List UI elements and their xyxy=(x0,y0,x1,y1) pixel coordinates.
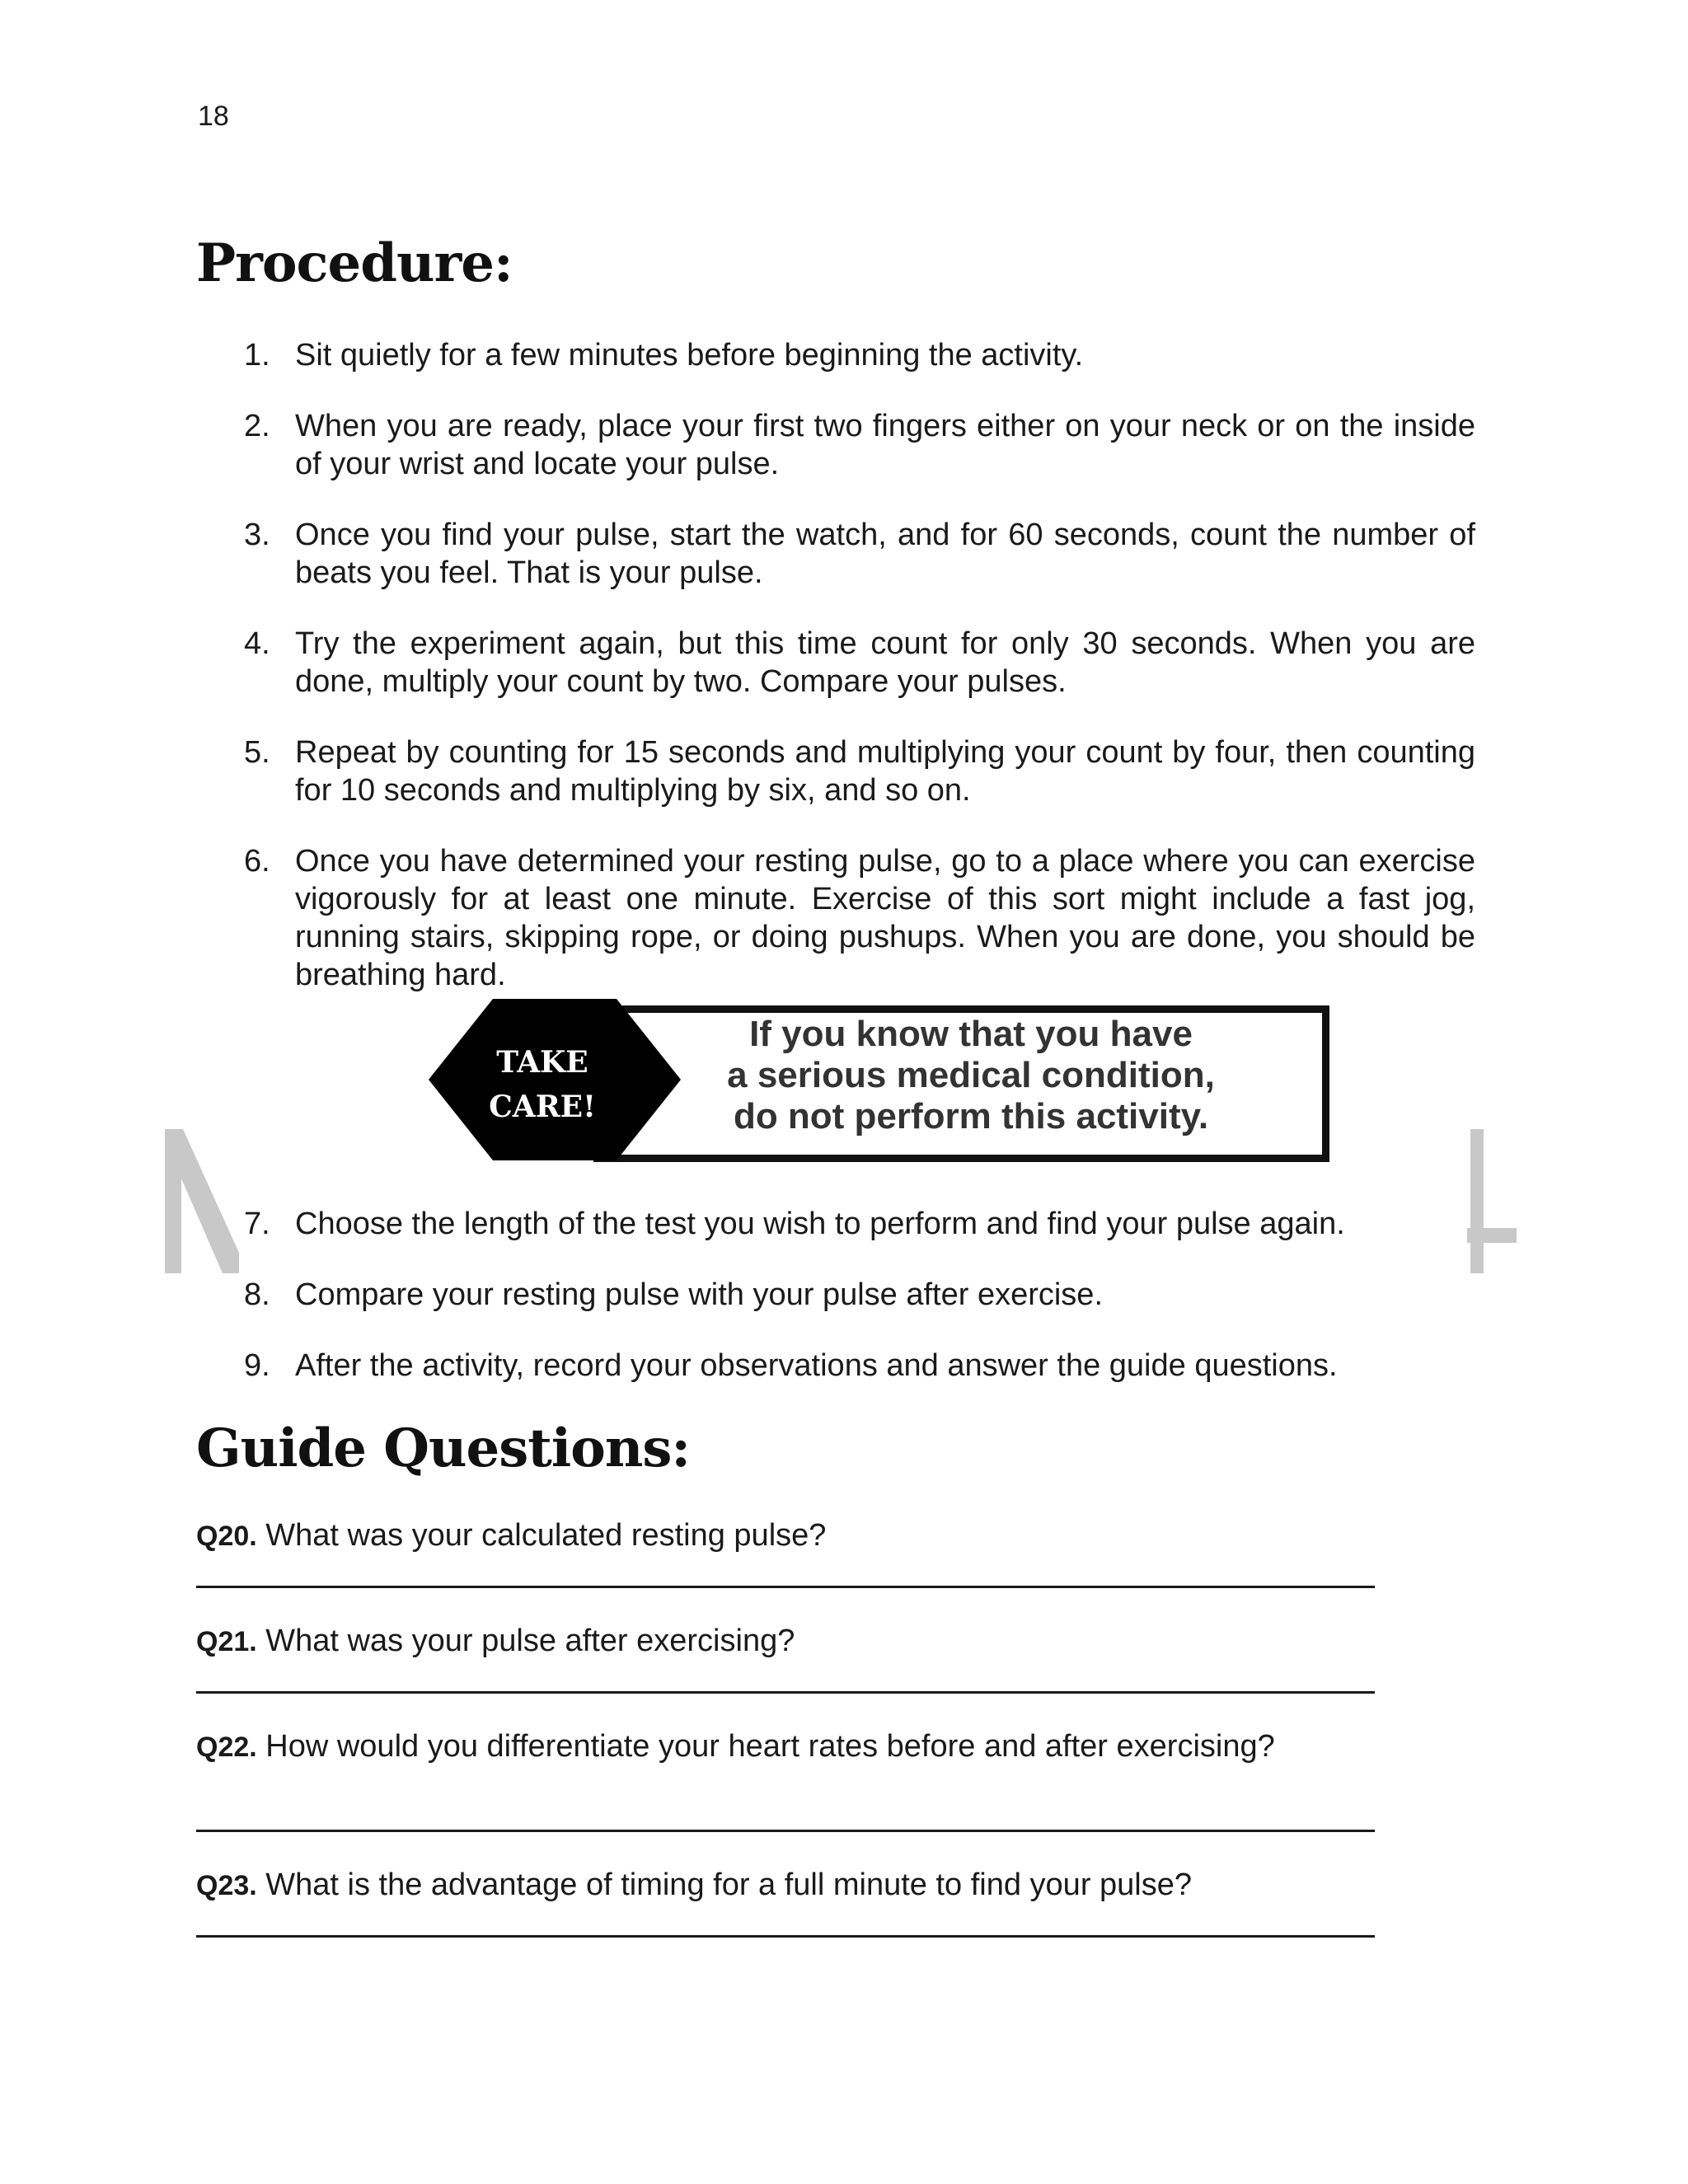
take-care-callout xyxy=(429,999,1334,1160)
warning-message xyxy=(625,1014,1317,1137)
question-text: What was your calculated resting pulse? xyxy=(265,1518,827,1553)
guide-questions-heading: Guide Questions: xyxy=(196,1418,691,1479)
take-care-label-line: TAKE xyxy=(496,1045,588,1080)
procedure-heading: Procedure: xyxy=(196,232,513,294)
step-number: 5. xyxy=(244,735,270,770)
step-number: 6. xyxy=(244,844,270,879)
procedure-step xyxy=(244,625,1475,701)
warning-line: a serious medical condition, xyxy=(727,1055,1215,1095)
take-care-label xyxy=(462,1040,623,1129)
step-text: After the activity, record your observations and answer the guide questions. xyxy=(295,1348,1338,1383)
procedure-step xyxy=(244,733,1475,809)
procedure-step xyxy=(244,336,1475,374)
procedure-step xyxy=(244,842,1475,994)
step-number: 4. xyxy=(244,626,270,661)
page-number: 18 xyxy=(198,101,229,132)
guide-question xyxy=(196,1622,795,1661)
answer-line xyxy=(196,1586,1375,1588)
step-text: Once you find your pulse, start the watch, and for 60 seconds, count the number of beats you feel. That is your pulse. xyxy=(295,518,1475,590)
question-id: Q21. xyxy=(196,1626,257,1657)
question-text: How would you differentiate your heart rates before and after exercising? xyxy=(265,1729,1275,1764)
question-id: Q22. xyxy=(196,1732,257,1763)
procedure-step xyxy=(244,1276,1475,1314)
step-text: Repeat by counting for 15 seconds and multiplying your count by four, then counting for 10 seconds and multiplying by six, and so on. xyxy=(295,735,1475,808)
answer-line xyxy=(196,1691,1375,1694)
step-text: Sit quietly for a few minutes before beginning the activity. xyxy=(295,338,1084,373)
question-id: Q20. xyxy=(196,1521,257,1552)
step-text: Choose the length of the test you wish to perform and find your pulse again. xyxy=(295,1207,1345,1241)
guide-question xyxy=(196,1727,1275,1766)
step-number: 3. xyxy=(244,518,270,552)
step-text: When you are ready, place your first two fingers either on your neck or on the inside of your wrist and locate your pulse. xyxy=(295,409,1475,481)
answer-line xyxy=(196,1830,1375,1832)
question-text: What was your pulse after exercising? xyxy=(265,1624,795,1658)
warning-line: If you know that you have xyxy=(749,1014,1193,1054)
guide-question xyxy=(196,1866,1192,1905)
step-number: 8. xyxy=(244,1277,270,1312)
question-id: Q23. xyxy=(196,1870,257,1901)
guide-question xyxy=(196,1516,826,1555)
procedure-step xyxy=(244,407,1475,483)
procedure-step xyxy=(244,1205,1475,1243)
step-text: Once you have determined your resting pulse, go to a place where you can exercise vigorously for at least one minute. Exercise of this sort might include a fast jog, running stairs, skipping rope, or doing pushups. When you are done, you should be breathing hard. xyxy=(295,844,1475,992)
step-text: Try the experiment again, but this time count for only 30 seconds. When you are done, multiply your count by two. Compare your pulses. xyxy=(295,626,1475,699)
procedure-step xyxy=(244,1347,1475,1385)
step-text: Compare your resting pulse with your pulse after exercise. xyxy=(295,1277,1104,1312)
answer-line xyxy=(196,1935,1375,1938)
step-number: 7. xyxy=(244,1207,270,1241)
warning-line: do not perform this activity. xyxy=(733,1096,1209,1137)
step-number: 2. xyxy=(244,409,270,443)
step-number: 1. xyxy=(244,338,270,373)
question-text: What is the advantage of timing for a full minute to find your pulse? xyxy=(265,1868,1193,1902)
procedure-step xyxy=(244,516,1475,592)
take-care-label-line: CARE! xyxy=(489,1090,596,1124)
step-number: 9. xyxy=(244,1348,270,1383)
